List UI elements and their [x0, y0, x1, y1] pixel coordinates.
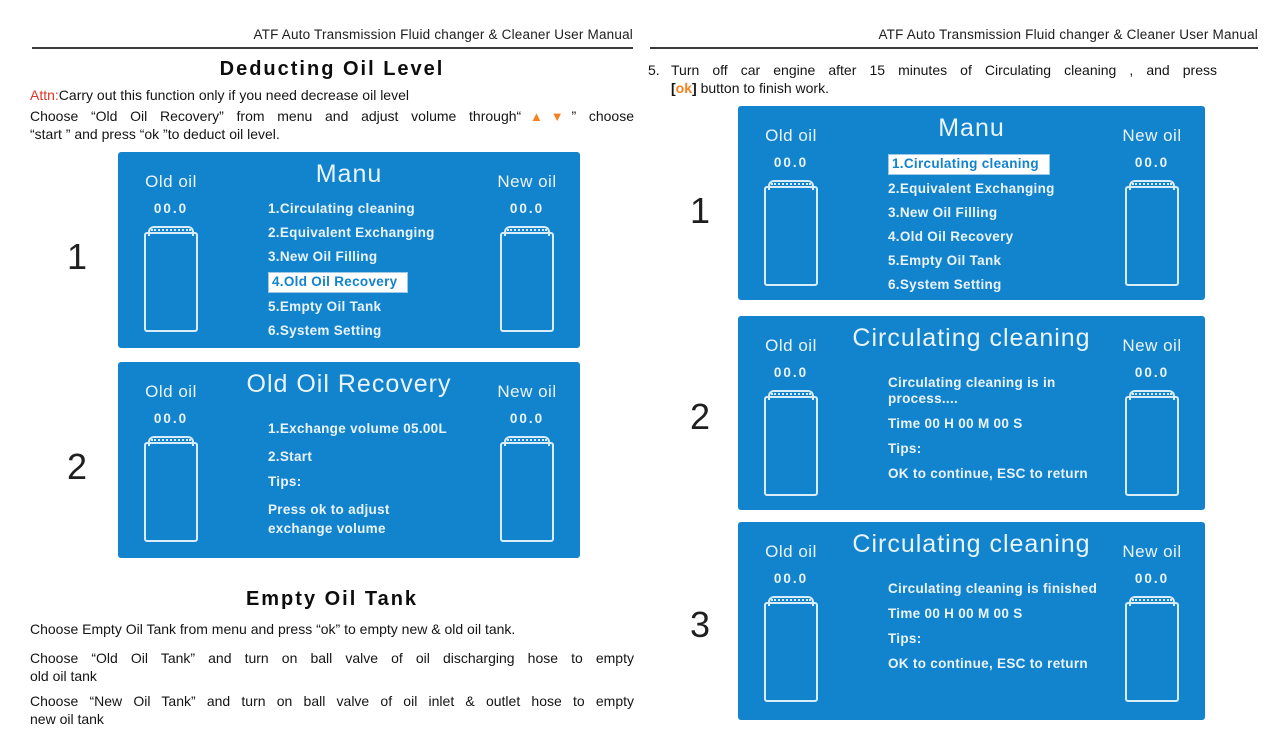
- lcd-body: [844, 581, 1099, 672]
- new-oil-panel: [1099, 316, 1205, 510]
- step5-number: 5.: [648, 62, 660, 78]
- menu-item: 3.New Oil Filling: [268, 248, 378, 264]
- menu-item: 2.Equivalent Exchanging: [268, 224, 435, 240]
- old-oil-panel: [118, 362, 224, 558]
- lcd-center: [224, 152, 474, 348]
- empty-paragraph-3-line2: new oil tank: [30, 711, 104, 727]
- old-oil-level: 00.0: [153, 411, 189, 426]
- old-oil-label: Old oil: [145, 172, 197, 191]
- oil-tank-icon: [764, 602, 818, 702]
- lcd-line: Circulating cleaning is in process....: [888, 374, 1056, 406]
- up-arrow-icon: ▲: [521, 109, 551, 124]
- menu-item: 1.Circulating cleaning: [268, 200, 415, 216]
- attn-text: Carry out this function only if you need decrease oil level: [58, 87, 409, 103]
- step-number: 1: [66, 236, 88, 277]
- intro-paragraph-line1: [30, 107, 634, 126]
- new-oil-label: New oil: [497, 172, 557, 191]
- old-oil-label: Old oil: [765, 126, 817, 145]
- bracket-close: ]: [692, 80, 697, 96]
- new-oil-level: 00.0: [1134, 571, 1170, 586]
- menu-item: 4.Old Oil Recovery: [888, 228, 1014, 244]
- lcd-line: 1.Exchange volume 05.00L: [268, 420, 448, 436]
- lcd-line: Time 00 H 00 M 00 S: [888, 415, 1023, 431]
- old-oil-panel: [118, 152, 224, 348]
- oil-tank-icon: [764, 186, 818, 286]
- lcd-line: Time 00 H 00 M 00 S: [888, 605, 1023, 621]
- empty-paragraph-2-line1: Choose “Old Oil Tank” and turn on ball valve of oil discharging hose to empty: [30, 650, 634, 666]
- empty-paragraph-1: Choose Empty Oil Tank from menu and press “ok” to empty new & old oil tank.: [30, 621, 516, 637]
- new-oil-panel: [1099, 522, 1205, 720]
- down-arrow-icon: ▼: [550, 109, 572, 124]
- old-oil-level: 00.0: [773, 571, 809, 586]
- new-oil-level: 00.0: [509, 411, 545, 426]
- lcd-center: [844, 522, 1099, 720]
- lcd-line: Tips:: [268, 473, 302, 489]
- step5-instruction-line1: Turn off car engine after 15 minutes of Circulating cleaning , and press: [671, 62, 1217, 78]
- intro-text-post: ” choose: [571, 108, 634, 124]
- old-oil-panel: [738, 522, 844, 720]
- lcd-body: [844, 375, 1099, 482]
- new-oil-label: New oil: [497, 382, 557, 401]
- oil-tank-icon: [1125, 396, 1179, 496]
- lcd-screen-menu-left: [118, 152, 580, 348]
- lcd-screen-old-oil-recovery: [118, 362, 580, 558]
- lcd-center: [844, 316, 1099, 510]
- oil-tank-icon: [144, 442, 198, 542]
- old-oil-label: Old oil: [145, 382, 197, 401]
- lcd-screen-circulating-process: [738, 316, 1205, 510]
- menu-item-highlighted: 4.Old Oil Recovery: [268, 272, 408, 293]
- lcd-screen-circulating-finished: [738, 522, 1205, 720]
- oil-tank-icon: [500, 232, 554, 332]
- lcd-line: Circulating cleaning is finished: [888, 580, 1098, 596]
- lcd-menu: [844, 154, 1099, 295]
- menu-item: 3.New Oil Filling: [888, 204, 998, 220]
- ok-button-label: ok: [675, 80, 693, 96]
- manual-header-right: ATF Auto Transmission Fluid changer & Cleaner User Manual: [878, 27, 1258, 42]
- lcd-title: Manu: [315, 160, 383, 188]
- old-oil-level: 00.0: [773, 365, 809, 380]
- lcd-line: Tips:: [888, 440, 922, 456]
- attn-label: Attn:: [30, 87, 59, 103]
- lcd-line: Tips:: [888, 630, 922, 646]
- empty-paragraph-2-line2: old oil tank: [30, 668, 97, 684]
- lcd-line: OK to continue, ESC to return: [888, 655, 1088, 671]
- menu-item: 2.Equivalent Exchanging: [888, 180, 1055, 196]
- oil-tank-icon: [1125, 602, 1179, 702]
- oil-tank-icon: [764, 396, 818, 496]
- new-oil-level: 00.0: [1134, 365, 1170, 380]
- new-oil-label: New oil: [1122, 126, 1182, 145]
- lcd-screen-menu-right: [738, 106, 1205, 300]
- section-title-empty-oil-tank: Empty Oil Tank: [245, 588, 419, 610]
- step5-instruction-line2: [671, 79, 1217, 97]
- menu-item: 6.System Setting: [268, 322, 382, 338]
- old-oil-level: 00.0: [773, 155, 809, 170]
- lcd-line: Press ok to adjust: [268, 501, 390, 517]
- bracket-open: [: [671, 80, 676, 96]
- lcd-line: 2.Start: [268, 448, 313, 464]
- new-oil-panel: [1099, 106, 1205, 300]
- old-oil-label: Old oil: [765, 542, 817, 561]
- menu-item-highlighted: 1.Circulating cleaning: [888, 154, 1050, 175]
- new-oil-level: 00.0: [1134, 155, 1170, 170]
- old-oil-panel: [738, 106, 844, 300]
- section-title-deducting-oil-level: Deducting Oil Level: [219, 58, 445, 80]
- old-oil-panel: [738, 316, 844, 510]
- lcd-line: OK to continue, ESC to return: [888, 465, 1088, 481]
- lcd-title: Old Oil Recovery: [246, 370, 452, 398]
- header-rule-right: [650, 47, 1258, 49]
- lcd-title: Circulating cleaning: [852, 324, 1091, 352]
- step-number: 2: [66, 446, 88, 487]
- step5-rest: button to finish work.: [696, 80, 829, 96]
- menu-item: 6.System Setting: [888, 276, 1002, 292]
- oil-tank-icon: [144, 232, 198, 332]
- menu-item: 5.Empty Oil Tank: [268, 298, 382, 314]
- new-oil-label: New oil: [1122, 336, 1182, 355]
- attn-note: [30, 86, 634, 104]
- header-rule-left: [32, 47, 633, 49]
- lcd-menu: [224, 200, 474, 341]
- lcd-center: [844, 106, 1099, 300]
- oil-tank-icon: [1125, 186, 1179, 286]
- lcd-body: [224, 421, 474, 537]
- new-oil-panel: [474, 362, 580, 558]
- step-number: 1: [689, 190, 711, 231]
- old-oil-level: 00.0: [153, 201, 189, 216]
- step-number: 3: [689, 604, 711, 645]
- lcd-center: [224, 362, 474, 558]
- new-oil-level: 00.0: [509, 201, 545, 216]
- lcd-title: Circulating cleaning: [852, 530, 1091, 558]
- step-number: 2: [689, 396, 711, 437]
- intro-text-pre: Choose “Old Oil Recovery” from menu and adjust volume through“: [30, 108, 522, 124]
- menu-item: 5.Empty Oil Tank: [888, 252, 1002, 268]
- intro-paragraph-line2: “start ” and press “ok ”to deduct oil level.: [30, 126, 280, 142]
- lcd-title: Manu: [938, 114, 1005, 142]
- empty-paragraph-3-line1: Choose “New Oil Tank” and turn on ball valve of oil inlet & outlet hose to empty: [30, 693, 634, 709]
- manual-header-left: ATF Auto Transmission Fluid changer & Cleaner User Manual: [253, 27, 633, 42]
- oil-tank-icon: [500, 442, 554, 542]
- lcd-line: exchange volume: [268, 520, 386, 536]
- old-oil-label: Old oil: [765, 336, 817, 355]
- new-oil-label: New oil: [1122, 542, 1182, 561]
- new-oil-panel: [474, 152, 580, 348]
